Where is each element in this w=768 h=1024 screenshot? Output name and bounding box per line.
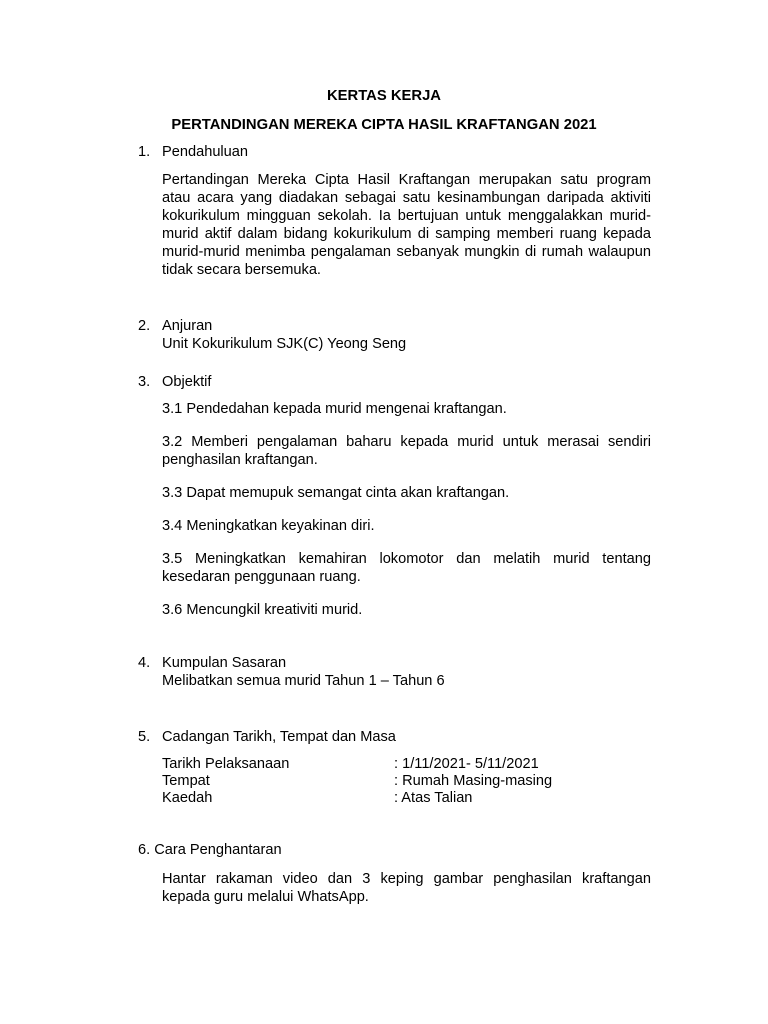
section-1-heading: Pendahuluan bbox=[162, 144, 249, 160]
objective-item: 3.6 Mencungkil kreativiti murid. bbox=[162, 602, 363, 618]
schedule-value: : 1/11/2021- 5/11/2021 bbox=[394, 756, 539, 772]
section-3-number: 3. bbox=[138, 374, 151, 390]
section-2-number: 2. bbox=[138, 318, 151, 334]
schedule-value: : Atas Talian bbox=[394, 790, 473, 806]
section-6-paragraph: Hantar rakaman video dan 3 keping gambar penghasilan kraftangan kepada guru melalui WhatsApp. bbox=[162, 871, 651, 905]
section-4-text: Melibatkan semua murid Tahun 1 – Tahun 6 bbox=[162, 673, 445, 689]
section-6-heading: 6. Cara Penghantaran bbox=[138, 842, 282, 858]
objective-item: 3.5 Meningkatkan kemahiran lokomotor dan melatih murid tentang kesedaran penggunaan ruang. bbox=[162, 551, 651, 585]
section-4-heading: Kumpulan Sasaran bbox=[162, 655, 287, 671]
section-1-number: 1. bbox=[138, 144, 151, 160]
section-2-heading: Anjuran bbox=[162, 318, 213, 334]
schedule-label: Tarikh Pelaksanaan bbox=[162, 756, 290, 772]
section-5-heading: Cadangan Tarikh, Tempat dan Masa bbox=[162, 729, 396, 745]
document-subtitle: PERTANDINGAN MEREKA CIPTA HASIL KRAFTANGAN 2021 bbox=[171, 117, 597, 133]
objective-item: 3.3 Dapat memupuk semangat cinta akan kraftangan. bbox=[162, 485, 510, 501]
objective-item: 3.4 Meningkatkan keyakinan diri. bbox=[162, 518, 375, 534]
objective-item: 3.1 Pendedahan kepada murid mengenai kraftangan. bbox=[162, 401, 507, 417]
document-title: KERTAS KERJA bbox=[326, 88, 441, 104]
section-2-text: Unit Kokurikulum SJK(C) Yeong Seng bbox=[162, 336, 407, 352]
section-5-number: 5. bbox=[138, 729, 151, 745]
section-3-heading: Objektif bbox=[162, 374, 212, 390]
section-4-number: 4. bbox=[138, 655, 151, 671]
schedule-value: : Rumah Masing-masing bbox=[394, 773, 553, 789]
section-1-paragraph: Pertandingan Mereka Cipta Hasil Kraftangan merupakan satu program atau acara yang diadakan sebagai satu kesinambungan daripada aktiviti kokurikulum mingguan sekolah. Ia bertujuan untuk menggalakkan murid-murid aktif dalam bidang kokurikulum di samping memberi ruang kepada murid-murid menimba pengalaman sebanyak mungkin di rumah walaupun tidak secara bersemuka. bbox=[162, 172, 651, 278]
schedule-label: Kaedah bbox=[162, 790, 213, 806]
objective-item: 3.2 Memberi pengalaman baharu kepada murid untuk merasai sendiri penghasilan kraftangan. bbox=[162, 434, 651, 468]
schedule-label: Tempat bbox=[162, 773, 210, 789]
